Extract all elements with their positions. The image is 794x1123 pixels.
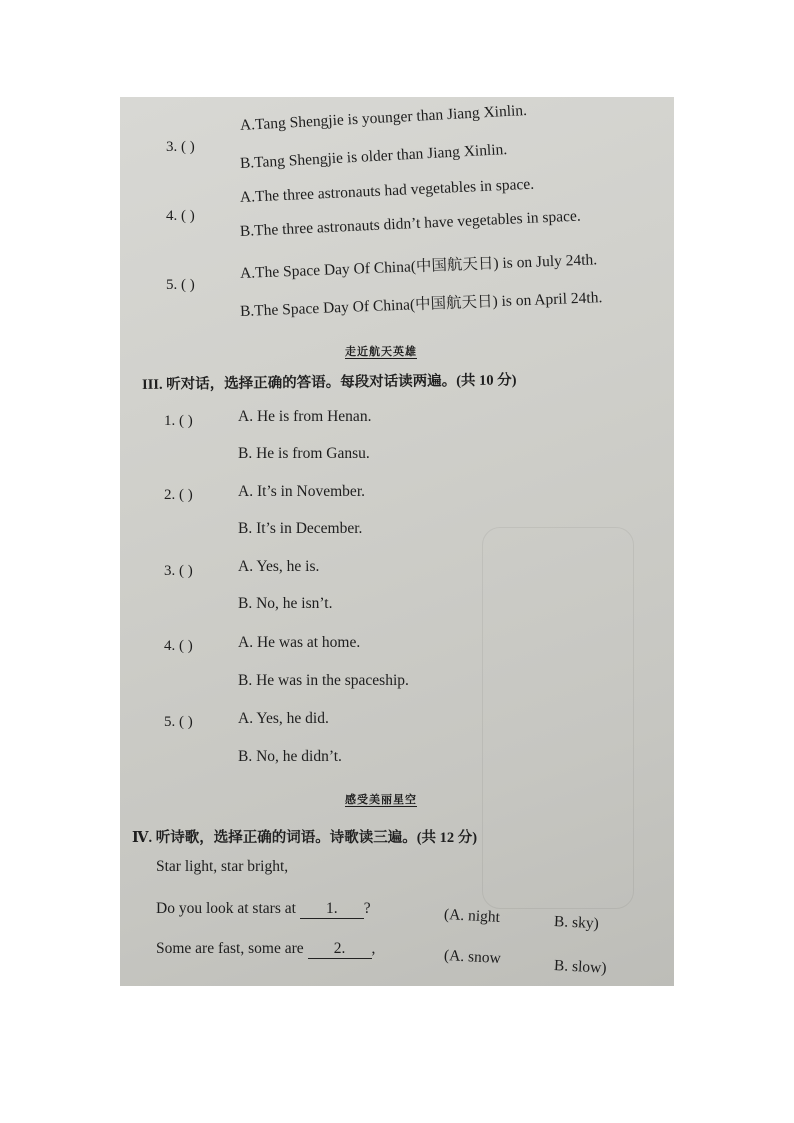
poem-line-2-end: ? [363, 900, 371, 917]
section3-heading: III. 听对话，选择正确的答语。每段对话读两遍。(共 10 分) [141, 372, 517, 393]
poem-line-2 [156, 900, 371, 919]
section4-subheading: 感受美丽星空 [345, 794, 417, 806]
s3-q5-option-b: B. No, he didn’t. [238, 748, 342, 765]
s3-q2-number: 2. ( ) [164, 487, 193, 503]
section3-subheading: 走近航天英雄 [345, 346, 417, 358]
part2-q5-option-b: B.The Space Day Of China(中国航天日) is on April 24th. [239, 289, 603, 320]
faded-background-panel [482, 527, 634, 909]
poem-line-3-text: Some are fast, some are [156, 940, 304, 957]
blank1-option-a: (A. night [443, 906, 501, 926]
s3-q2-option-a: A. It’s in November. [238, 483, 365, 500]
s3-q4-option-a: A. He was at home. [238, 634, 361, 651]
part2-q5-option-a: A.The Space Day Of China(中国航天日) is on July 24th. [239, 251, 598, 282]
s3-q4-option-b: B. He was in the spaceship. [238, 672, 409, 689]
s3-q5-option-a: A. Yes, he did. [238, 710, 329, 727]
s3-q4-number: 4. ( ) [164, 638, 193, 654]
s3-q3-number: 3. ( ) [164, 563, 193, 579]
s3-q1-option-a: A. He is from Henan. [238, 408, 372, 425]
part2-q3-option-b: B.Tang Shengjie is older than Jiang Xinlin. [239, 141, 508, 172]
s3-q5-number: 5. ( ) [164, 714, 193, 730]
part2-q5-number: 5. ( ) [166, 277, 195, 293]
answer-blank-1: 1. [300, 900, 364, 919]
part2-q4-option-b: B.The three astronauts didn’t have vegetables in space. [239, 207, 582, 240]
blank1-option-b: B. sky) [553, 913, 600, 933]
blank2-option-b: B. slow) [553, 957, 607, 977]
answer-blank-2: 2. [308, 940, 372, 959]
s3-q3-option-a: A. Yes, he is. [238, 558, 320, 575]
s3-q2-option-b: B. It’s in December. [238, 520, 363, 537]
part2-q4-option-a: A.The three astronauts had vegetables in space. [239, 175, 535, 206]
poem-line-3 [156, 940, 375, 959]
s3-q1-number: 1. ( ) [164, 413, 193, 429]
poem-line-3-end: , [371, 940, 376, 957]
poem-line-1: Star light, star bright, [156, 858, 289, 875]
blank2-option-a: (A. snow [443, 947, 502, 967]
exam-page-photo [120, 97, 674, 986]
part2-q4-number: 4. ( ) [166, 208, 195, 224]
part2-q3-number: 3. ( ) [166, 139, 195, 155]
s3-q3-option-b: B. No, he isn’t. [238, 595, 333, 612]
poem-line-2-text: Do you look at stars at [156, 900, 296, 917]
s3-q1-option-b: B. He is from Gansu. [238, 445, 370, 462]
part2-q3-option-a: A.Tang Shengjie is younger than Jiang Xinlin. [239, 101, 528, 134]
section4-heading: Ⅳ. 听诗歌，选择正确的词语。诗歌读三遍。(共 12 分) [132, 830, 478, 846]
